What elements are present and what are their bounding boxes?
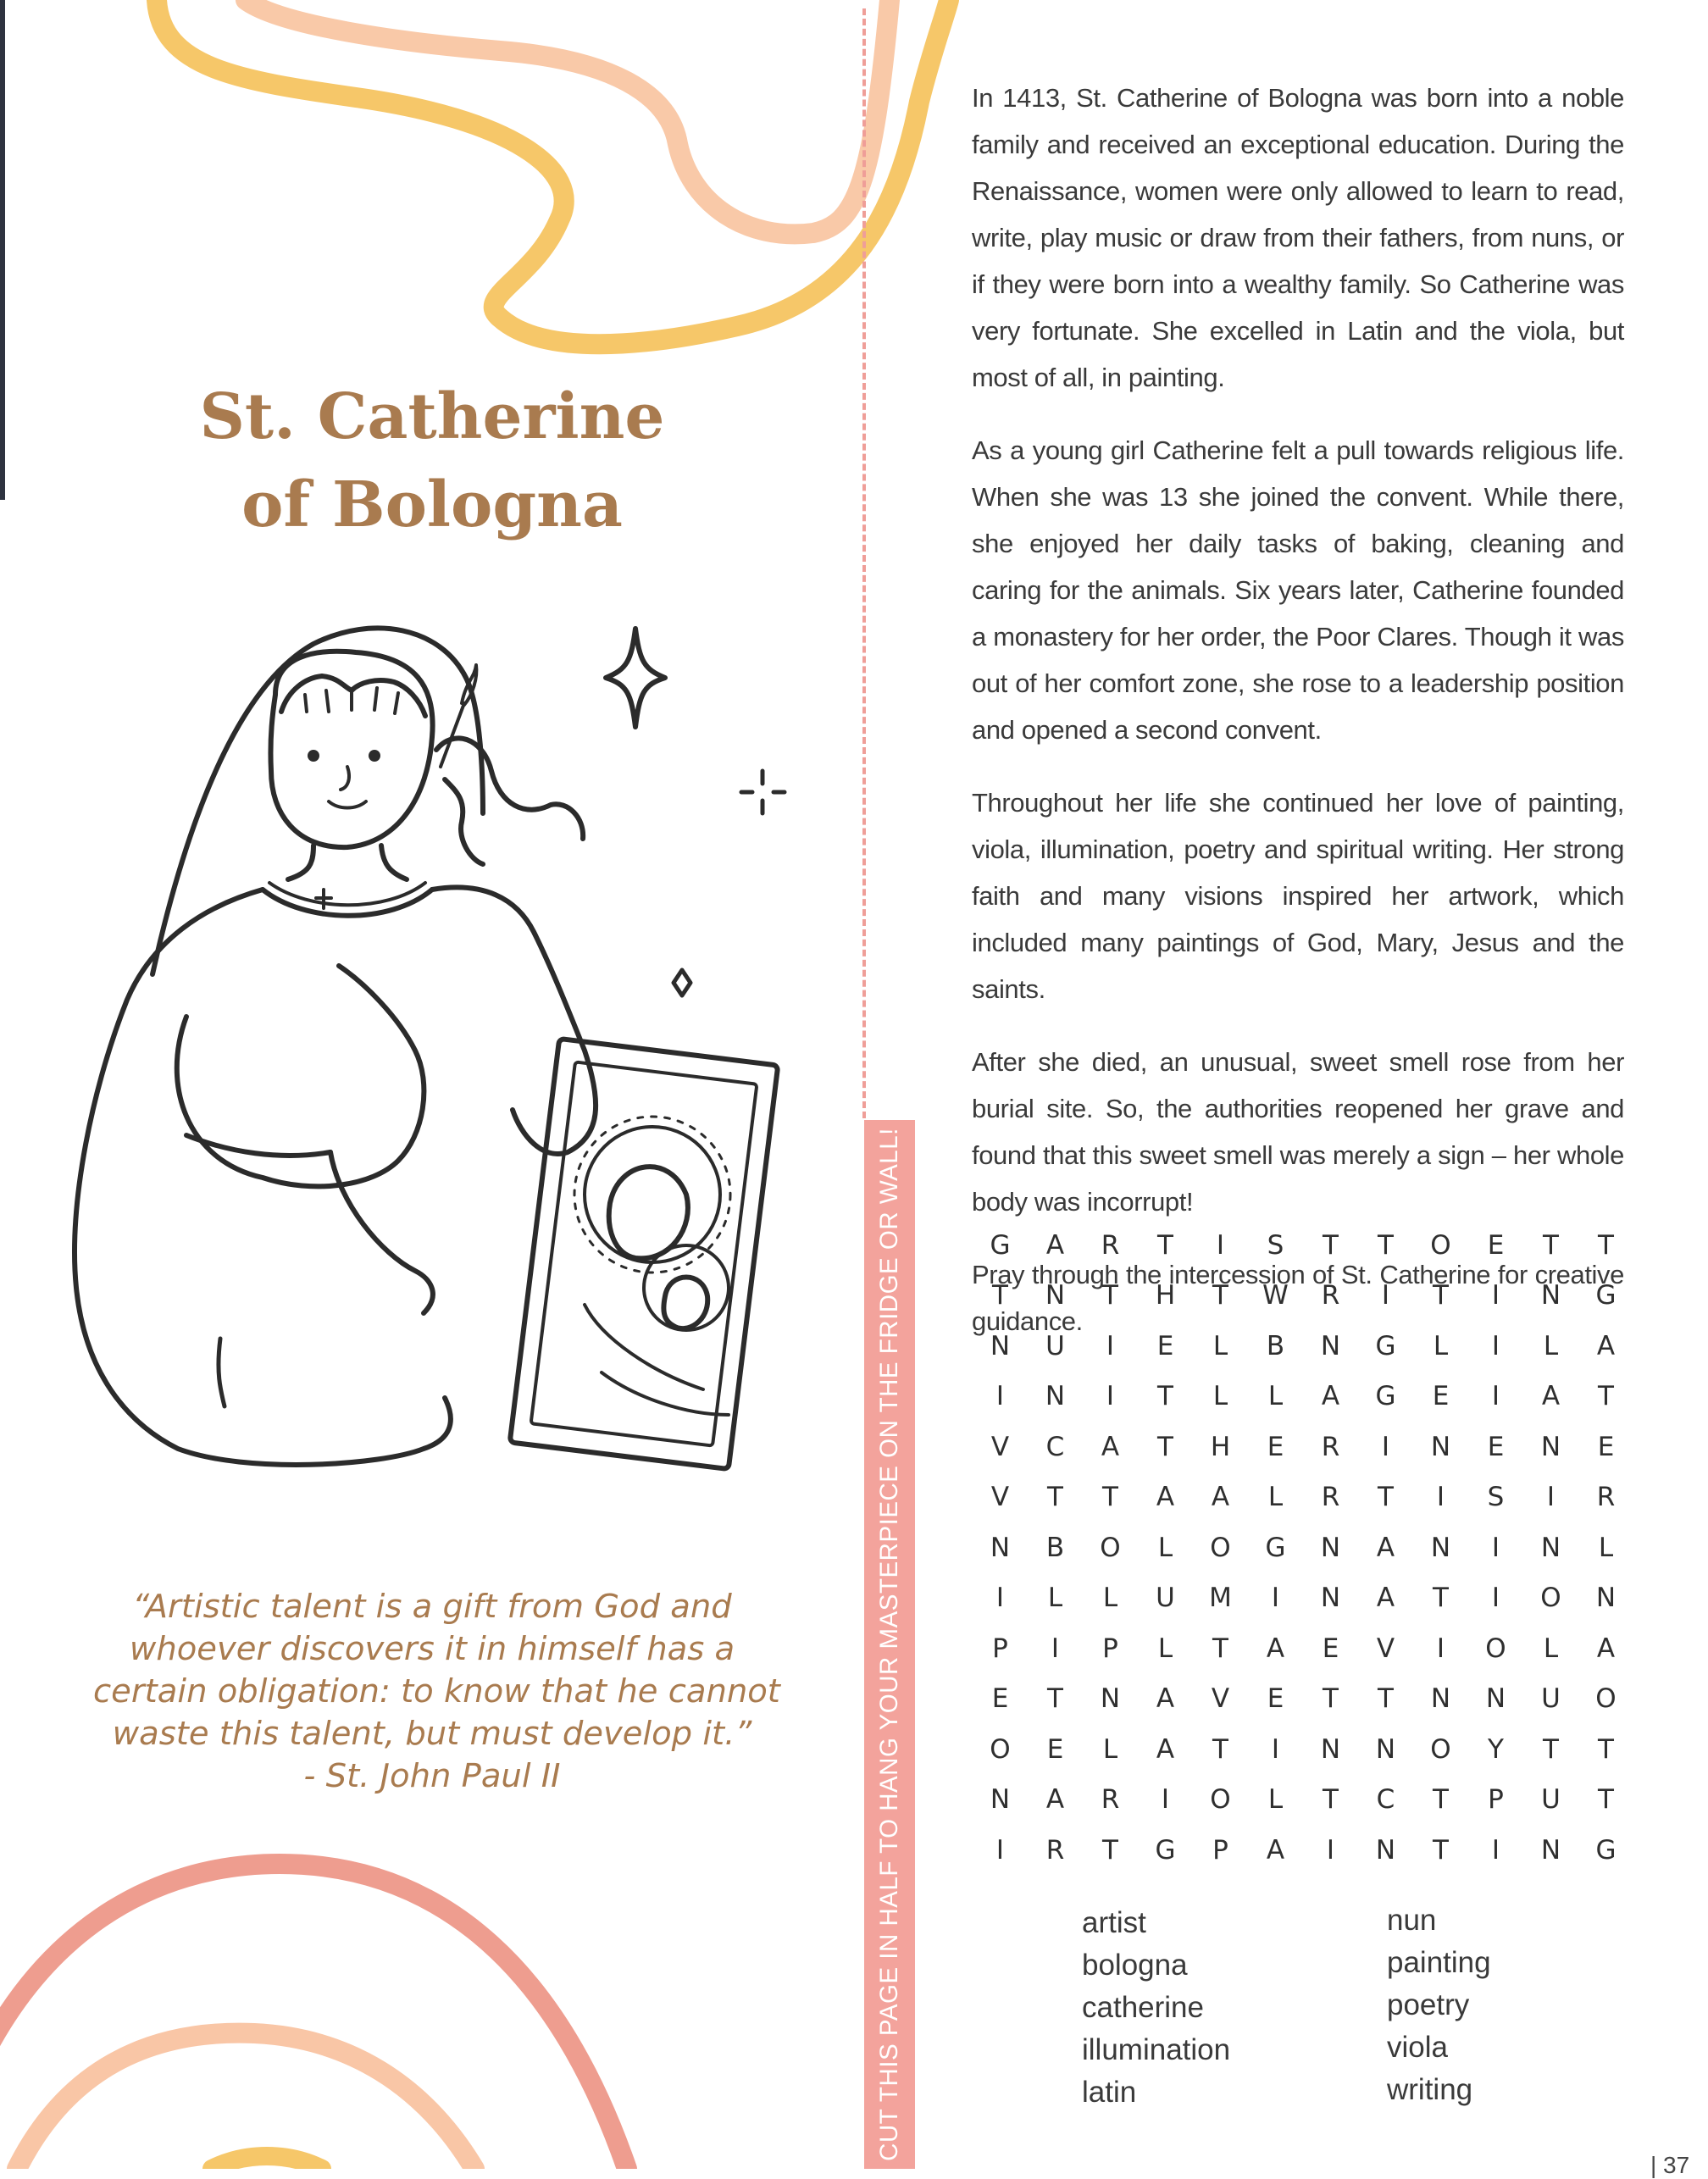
grid-letter[interactable]: A xyxy=(1211,1482,1230,1513)
grid-letter[interactable]: R xyxy=(1596,1482,1616,1513)
grid-letter[interactable]: I xyxy=(1271,1733,1280,1765)
grid-letter[interactable]: I xyxy=(1271,1583,1280,1614)
grid-letter[interactable]: N xyxy=(1540,1431,1561,1462)
grid-letter[interactable]: N xyxy=(1375,1733,1396,1765)
grid-letter[interactable]: N xyxy=(1540,1280,1561,1311)
grid-letter[interactable]: H xyxy=(1155,1280,1176,1311)
grid-letter[interactable]: T xyxy=(1598,1229,1614,1261)
grid-letter[interactable]: E xyxy=(1156,1330,1174,1361)
grid-letter[interactable]: T xyxy=(1212,1733,1228,1765)
quote-attribution: - St. John Paul II xyxy=(303,1757,561,1795)
yellow-wave-top xyxy=(157,0,949,344)
article-body xyxy=(972,75,1624,1371)
grid-letter[interactable]: N xyxy=(1540,1532,1561,1563)
grid-letter[interactable]: A xyxy=(1101,1431,1120,1462)
sparkle-small xyxy=(674,970,690,995)
grid-letter[interactable]: L xyxy=(1157,1532,1173,1563)
grid-letter[interactable]: T xyxy=(1378,1683,1394,1715)
grid-letter[interactable]: T xyxy=(1543,1229,1559,1261)
grid-letter[interactable]: I xyxy=(1491,1381,1500,1412)
grid-letter[interactable]: I xyxy=(1326,1834,1335,1866)
grid-letter[interactable]: G xyxy=(990,1229,1011,1261)
grid-letter[interactable]: R xyxy=(1321,1482,1340,1513)
grid-letter[interactable]: G xyxy=(1155,1834,1176,1866)
cut-instruction-text: CUT THIS PAGE IN HALF TO HANG YOUR MASTERPIECE ON THE FRIDGE OR WALL! xyxy=(875,1128,903,2161)
grid-letter[interactable]: G xyxy=(1595,1834,1616,1866)
grid-letter[interactable]: B xyxy=(1045,1532,1065,1563)
word-list-item: viola xyxy=(1387,2031,1448,2064)
grid-letter[interactable]: E xyxy=(1267,1431,1284,1462)
grid-row xyxy=(973,1522,1633,1573)
grid-letter[interactable]: O xyxy=(1210,1784,1231,1816)
grid-letter[interactable]: A xyxy=(1321,1381,1340,1412)
grid-letter[interactable]: O xyxy=(1595,1683,1616,1715)
grid-letter[interactable]: U xyxy=(1541,1784,1561,1816)
grid-letter[interactable]: N xyxy=(1485,1683,1506,1715)
grid-letter[interactable]: W xyxy=(1262,1280,1289,1311)
grid-letter[interactable]: N xyxy=(1045,1280,1066,1311)
grid-letter[interactable]: N xyxy=(990,1532,1011,1563)
grid-letter[interactable]: V xyxy=(1211,1683,1230,1715)
peach-wave-top xyxy=(246,0,890,234)
saint-coloring-illustration xyxy=(59,610,805,1542)
grid-letter[interactable]: N xyxy=(990,1784,1011,1816)
grid-letter[interactable]: P xyxy=(1212,1834,1228,1866)
grid-letter[interactable]: S xyxy=(1267,1229,1284,1261)
grid-row xyxy=(973,1422,1633,1472)
word-list-left xyxy=(1082,1902,1230,2114)
grid-letter[interactable]: O xyxy=(1540,1583,1561,1614)
title-line-1: St. Catherine xyxy=(199,380,665,453)
word-list-item: catherine xyxy=(1082,1991,1204,2024)
grid-letter[interactable]: E xyxy=(1322,1633,1339,1664)
grid-letter[interactable]: N xyxy=(1100,1683,1121,1715)
grid-letter[interactable]: P xyxy=(992,1633,1008,1664)
sparkle-cross xyxy=(741,771,785,813)
grid-letter[interactable]: M xyxy=(1209,1583,1232,1614)
word-list-item: writing xyxy=(1387,2073,1473,2106)
grid-letter[interactable]: T xyxy=(1323,1229,1339,1261)
grid-row xyxy=(973,1724,1633,1775)
grid-letter[interactable]: O xyxy=(1210,1532,1231,1563)
grid-letter[interactable]: I xyxy=(1491,1532,1500,1563)
grid-letter[interactable]: T xyxy=(1102,1280,1118,1311)
word-list-item: bologna xyxy=(1082,1949,1188,1982)
grid-letter[interactable]: L xyxy=(1543,1330,1559,1361)
yellow-arc-bottom-small xyxy=(212,2156,322,2169)
paintbrush xyxy=(441,703,464,767)
grid-letter[interactable]: I xyxy=(1216,1229,1225,1261)
grid-letter[interactable]: E xyxy=(1487,1431,1505,1462)
paragraph: In 1413, St. Catherine of Bologna was born into a noble family and received an exceptional education. During the Renaissance, women were only allowed to learn to read, write, play music or draw from their fathers, from nuns, or if they were born into a wealthy family. So Catherine was very fortunate. She excelled in Latin and the viola, but most of all, in painting. xyxy=(972,83,1624,392)
grid-row xyxy=(973,1623,1633,1674)
grid-row xyxy=(973,1775,1633,1826)
grid-letter[interactable]: T xyxy=(1047,1482,1063,1513)
grid-letter[interactable]: A xyxy=(1596,1633,1616,1664)
grid-letter[interactable]: N xyxy=(1540,1834,1561,1866)
grid-letter[interactable]: T xyxy=(1598,1733,1614,1765)
grid-letter[interactable]: T xyxy=(1047,1683,1063,1715)
grid-letter[interactable]: I xyxy=(1491,1834,1500,1866)
paragraph: Throughout her life she continued her love of painting, viola, illumination, poetry and spiritual writing. Her strong faith and many visions inspired her artwork, which included many paintings of God, Mary, Jesus and the saints. xyxy=(972,788,1624,1004)
grid-letter[interactable]: T xyxy=(1433,1784,1449,1816)
grid-letter[interactable]: N xyxy=(1320,1583,1341,1614)
paragraph: Pray through the intercession of St. Catherine for creative guidance. xyxy=(972,1260,1624,1336)
grid-letter[interactable]: I xyxy=(1546,1482,1556,1513)
grid-letter[interactable]: H xyxy=(1210,1431,1231,1462)
grid-letter[interactable]: V xyxy=(1376,1633,1395,1664)
grid-letter[interactable]: N xyxy=(1375,1834,1396,1866)
grid-letter[interactable]: I xyxy=(1381,1280,1390,1311)
grid-letter[interactable]: R xyxy=(1101,1784,1120,1816)
grid-letter[interactable]: N xyxy=(1430,1683,1451,1715)
grid-letter[interactable]: N xyxy=(990,1330,1011,1361)
grid-letter[interactable]: Y xyxy=(1488,1733,1504,1765)
grid-letter[interactable]: T xyxy=(992,1280,1008,1311)
grid-letter[interactable]: O xyxy=(1100,1532,1121,1563)
quote-line: “Artistic talent is a gift from God and xyxy=(132,1588,732,1626)
raised-arm xyxy=(432,887,596,1154)
grid-letter[interactable]: N xyxy=(1595,1583,1616,1614)
grid-letter[interactable]: T xyxy=(1378,1482,1394,1513)
grid-row xyxy=(973,1220,1633,1271)
grid-letter[interactable]: P xyxy=(1488,1784,1504,1816)
page-edge-shadow xyxy=(0,0,5,500)
paragraph: As a young girl Catherine felt a pull towards religious life. When she was 13 she joined the convent. While there, she enjoyed her daily tasks of baking, cleaning and caring for the animals. Six years later, Catherine founded a monastery for her order, the Poor Clares. Though it was out of her comfort zone, she rose to a leadership position and opened a second convent. xyxy=(972,435,1624,745)
grid-letter[interactable]: R xyxy=(1321,1431,1340,1462)
grid-letter[interactable]: N xyxy=(1045,1381,1066,1412)
grid-letter[interactable]: T xyxy=(1157,1431,1173,1462)
grid-letter[interactable]: R xyxy=(1321,1280,1340,1311)
grid-letter[interactable]: I xyxy=(1436,1633,1445,1664)
grid-letter[interactable]: U xyxy=(1156,1583,1175,1614)
grid-letter[interactable]: L xyxy=(1267,1784,1284,1816)
grid-letter[interactable]: T xyxy=(1543,1733,1559,1765)
grid-letter[interactable]: T xyxy=(1323,1683,1339,1715)
grid-row xyxy=(973,1472,1633,1523)
grid-letter[interactable]: L xyxy=(1543,1633,1559,1664)
grid-letter[interactable]: A xyxy=(1266,1834,1285,1866)
child-face xyxy=(663,1278,707,1329)
grid-row xyxy=(973,1271,1633,1322)
grid-letter[interactable]: O xyxy=(990,1733,1011,1765)
grid-letter[interactable]: E xyxy=(1046,1733,1064,1765)
grid-letter[interactable]: N xyxy=(1320,1733,1341,1765)
grid-letter[interactable]: I xyxy=(1051,1633,1060,1664)
madonna-face xyxy=(609,1167,688,1258)
grid-letter[interactable]: I xyxy=(1491,1583,1500,1614)
grid-letter[interactable]: G xyxy=(1375,1330,1396,1361)
grid-letter[interactable]: T xyxy=(1102,1482,1118,1513)
grid-letter[interactable]: I xyxy=(1491,1280,1500,1311)
grid-letter[interactable]: V xyxy=(990,1482,1010,1513)
grid-letter[interactable]: G xyxy=(1265,1532,1286,1563)
grid-letter[interactable]: T xyxy=(1157,1229,1173,1261)
grid-letter[interactable]: S xyxy=(1487,1482,1505,1513)
word-list-item: poetry xyxy=(1387,1988,1470,2021)
word-list-item: painting xyxy=(1387,1946,1491,1979)
grid-letter[interactable]: E xyxy=(1432,1381,1450,1412)
grid-letter[interactable]: L xyxy=(1102,1733,1118,1765)
grid-letter[interactable]: P xyxy=(1102,1633,1118,1664)
word-list-item: latin xyxy=(1082,2076,1137,2109)
grid-letter[interactable]: L xyxy=(1598,1532,1614,1563)
grid-letter[interactable]: C xyxy=(1376,1784,1395,1816)
grid-letter[interactable]: E xyxy=(1487,1229,1505,1261)
grid-letter[interactable]: T xyxy=(1433,1834,1449,1866)
grid-letter[interactable]: U xyxy=(1541,1683,1561,1715)
grid-letter[interactable]: G xyxy=(1375,1381,1396,1412)
quote-line: waste this talent, but must develop it.” xyxy=(112,1715,752,1753)
grid-letter[interactable]: A xyxy=(1376,1583,1395,1614)
word-list-item: nun xyxy=(1387,1904,1437,1937)
veil xyxy=(152,628,483,974)
grid-letter[interactable]: T xyxy=(1323,1784,1339,1816)
grid-letter[interactable]: A xyxy=(1045,1229,1065,1261)
grid-letter[interactable]: A xyxy=(1156,1482,1175,1513)
grid-letter[interactable]: I xyxy=(995,1381,1005,1412)
grid-letter[interactable]: O xyxy=(1430,1733,1451,1765)
word-list-item: artist xyxy=(1082,1906,1146,1939)
cut-dashed-line xyxy=(862,8,866,1118)
grid-letter[interactable]: E xyxy=(1267,1683,1284,1715)
title-line-2: of Bologna xyxy=(241,469,623,541)
grid-letter[interactable]: I xyxy=(1436,1482,1445,1513)
peach-arc-bottom-inner xyxy=(17,2033,474,2169)
grid-letter[interactable]: T xyxy=(1433,1280,1449,1311)
cut-instruction-band xyxy=(864,1120,915,2169)
quote-line: whoever discovers it in himself has a xyxy=(129,1630,735,1668)
pink-arc-bottom-outer xyxy=(0,1864,627,2169)
grid-letter[interactable]: L xyxy=(1212,1330,1228,1361)
grid-letter[interactable]: T xyxy=(1102,1834,1118,1866)
grid-letter[interactable]: I xyxy=(1381,1431,1390,1462)
grid-letter[interactable]: T xyxy=(1598,1381,1614,1412)
grid-letter[interactable]: L xyxy=(1212,1381,1228,1412)
grid-letter[interactable]: A xyxy=(1266,1633,1285,1664)
paragraph: After she died, an unusual, sweet smell rose from her burial site. So, the authorities reopened her grave and found that this sweet smell was merely a sign – her whole body was incorrupt! xyxy=(972,1047,1624,1217)
grid-letter[interactable]: O xyxy=(1485,1633,1506,1664)
grid-letter[interactable]: V xyxy=(990,1431,1010,1462)
grid-letter[interactable]: N xyxy=(1430,1431,1451,1462)
grid-letter[interactable]: E xyxy=(1597,1431,1615,1462)
grid-letter[interactable]: C xyxy=(1045,1431,1065,1462)
quote-line: certain obligation: to know that he cannot xyxy=(93,1672,780,1710)
grid-letter[interactable]: I xyxy=(1491,1330,1500,1361)
grid-letter[interactable]: A xyxy=(1376,1532,1395,1563)
grid-letter[interactable]: G xyxy=(1595,1280,1616,1311)
grid-letter[interactable]: O xyxy=(1430,1229,1451,1261)
grid-letter[interactable]: E xyxy=(991,1683,1009,1715)
pull-quote xyxy=(93,1586,780,1798)
page-title xyxy=(144,373,720,549)
grid-letter[interactable]: T xyxy=(1157,1381,1173,1412)
word-search-grid xyxy=(973,1220,1633,1876)
grid-letter[interactable]: T xyxy=(1378,1229,1394,1261)
grid-letter[interactable]: A xyxy=(1045,1784,1065,1816)
grid-letter[interactable]: I xyxy=(995,1583,1005,1614)
grid-row xyxy=(973,1825,1633,1876)
grid-letter[interactable]: L xyxy=(1047,1583,1063,1614)
grid-letter[interactable]: I xyxy=(1106,1381,1115,1412)
grid-letter[interactable]: L xyxy=(1157,1633,1173,1664)
grid-letter[interactable]: L xyxy=(1267,1381,1284,1412)
grid-letter[interactable]: I xyxy=(1106,1330,1115,1361)
grid-row xyxy=(973,1372,1633,1422)
grid-letter[interactable]: I xyxy=(995,1834,1005,1866)
hand xyxy=(330,1152,433,1313)
grid-letter[interactable]: T xyxy=(1212,1633,1228,1664)
grid-letter[interactable]: T xyxy=(1212,1280,1228,1311)
grid-letter[interactable]: B xyxy=(1266,1330,1285,1361)
word-list-item: illumination xyxy=(1082,2033,1231,2066)
grid-letter[interactable]: N xyxy=(1320,1532,1341,1563)
grid-letter[interactable]: A xyxy=(1541,1381,1561,1412)
grid-letter[interactable]: U xyxy=(1045,1330,1065,1361)
grid-letter[interactable]: R xyxy=(1101,1229,1120,1261)
grid-letter[interactable]: A xyxy=(1596,1330,1616,1361)
grid-letter[interactable]: A xyxy=(1156,1733,1175,1765)
grid-letter[interactable]: R xyxy=(1045,1834,1065,1866)
grid-letter[interactable]: N xyxy=(1320,1330,1341,1361)
grid-letter[interactable]: T xyxy=(1433,1583,1449,1614)
grid-letter[interactable]: L xyxy=(1102,1583,1118,1614)
sparkle-large xyxy=(606,629,665,727)
grid-letter[interactable]: I xyxy=(1161,1784,1170,1816)
grid-letter[interactable]: N xyxy=(1430,1532,1451,1563)
page-number: | 37 xyxy=(1650,2152,1690,2178)
grid-row xyxy=(973,1674,1633,1725)
grid-letter[interactable]: L xyxy=(1267,1482,1284,1513)
grid-row xyxy=(973,1321,1633,1372)
grid-letter[interactable]: A xyxy=(1156,1683,1175,1715)
grid-letter[interactable]: T xyxy=(1598,1784,1614,1816)
grid-letter[interactable]: L xyxy=(1433,1330,1449,1361)
grid-row xyxy=(973,1573,1633,1624)
word-list-right xyxy=(1387,1899,1491,2111)
face-outline xyxy=(270,651,432,847)
